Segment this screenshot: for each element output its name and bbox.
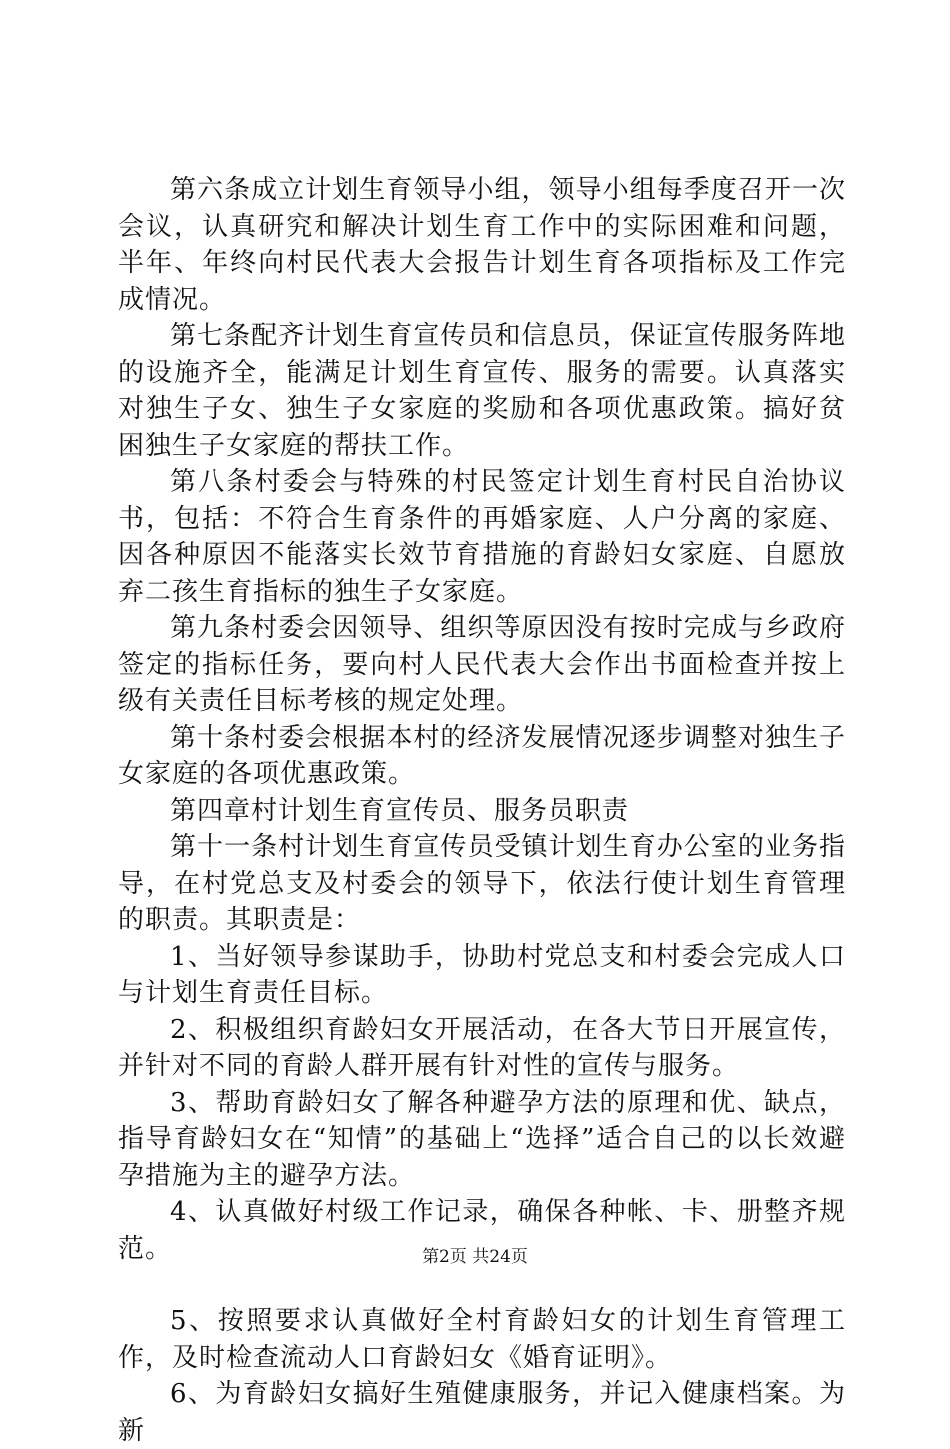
duty-item-2: 2、积极组织育龄妇女开展活动，在各大节日开展宣传，并针对不同的育龄人群开展有针对性的宣传与服务。 bbox=[118, 1014, 846, 1081]
paragraph-article-8: 第八条村委会与特殊的村民签定计划生育村民自治协议书，包括：不符合生育条件的再婚家庭、人户分离的家庭、因各种原因不能落实长效节育措施的育龄妇女家庭、自愿放弃二孩生育指标的独生子女家庭。 bbox=[118, 467, 846, 607]
paragraph-article-9: 第九条村委会因领导、组织等原因没有按时完成与乡政府签定的指标任务，要向村人民代表大会作出书面检查并按上级有关责任目标考核的规定处理。 bbox=[118, 613, 846, 716]
paragraph-spacer bbox=[118, 1267, 846, 1303]
paragraph-article-6: 第六条成立计划生育领导小组，领导小组每季度召开一次会议，认真研究和解决计划生育工作中的实际困难和问题，半年、年终向村民代表大会报告计划生育各项指标及工作完成情况。 bbox=[118, 175, 846, 315]
page-number-footer: 第2页 共24页 bbox=[422, 1247, 528, 1267]
duty-item-6: 6、为育龄妇女搞好生殖健康服务，并记入健康档案。为新 bbox=[118, 1379, 846, 1446]
duty-item-3: 3、帮助育龄妇女了解各种避孕方法的原理和优、缺点，指导育龄妇女在“知情”的基础上“选择”适合自己的以长效避孕措施为主的避孕方法。 bbox=[118, 1087, 846, 1191]
chapter-heading: 第四章村计划生育宣传员、服务员职责 bbox=[170, 795, 630, 826]
duty-item-4: 4、认真做好村级工作记录，确保各种帐、卡、册整齐规范。 bbox=[118, 1197, 846, 1264]
paragraph-article-11: 第十一条村计划生育宣传员受镇计划生育办公室的业务指导，在村党总支及村委会的领导下，依法行使计划生育管理的职责。其职责是： bbox=[118, 832, 846, 935]
duty-item-5: 5、按照要求认真做好全村育龄妇女的计划生育管理工作，及时检查流动人口育龄妇女《婚育证明》。 bbox=[118, 1306, 846, 1373]
duty-item-1: 1、当好领导参谋助手，协助村党总支和村委会完成人口与计划生育责任目标。 bbox=[118, 941, 846, 1008]
paragraph-article-7: 第七条配齐计划生育宣传员和信息员，保证宣传服务阵地的设施齐全，能满足计划生育宣传、服务的需要。认真落实对独生子女、独生子女家庭的奖励和各项优惠政策。搞好贫困独生子女家庭的帮扶工作。 bbox=[118, 321, 846, 461]
paragraph-article-10: 第十条村委会根据本村的经济发展情况逐步调整对独生子女家庭的各项优惠政策。 bbox=[118, 722, 846, 789]
